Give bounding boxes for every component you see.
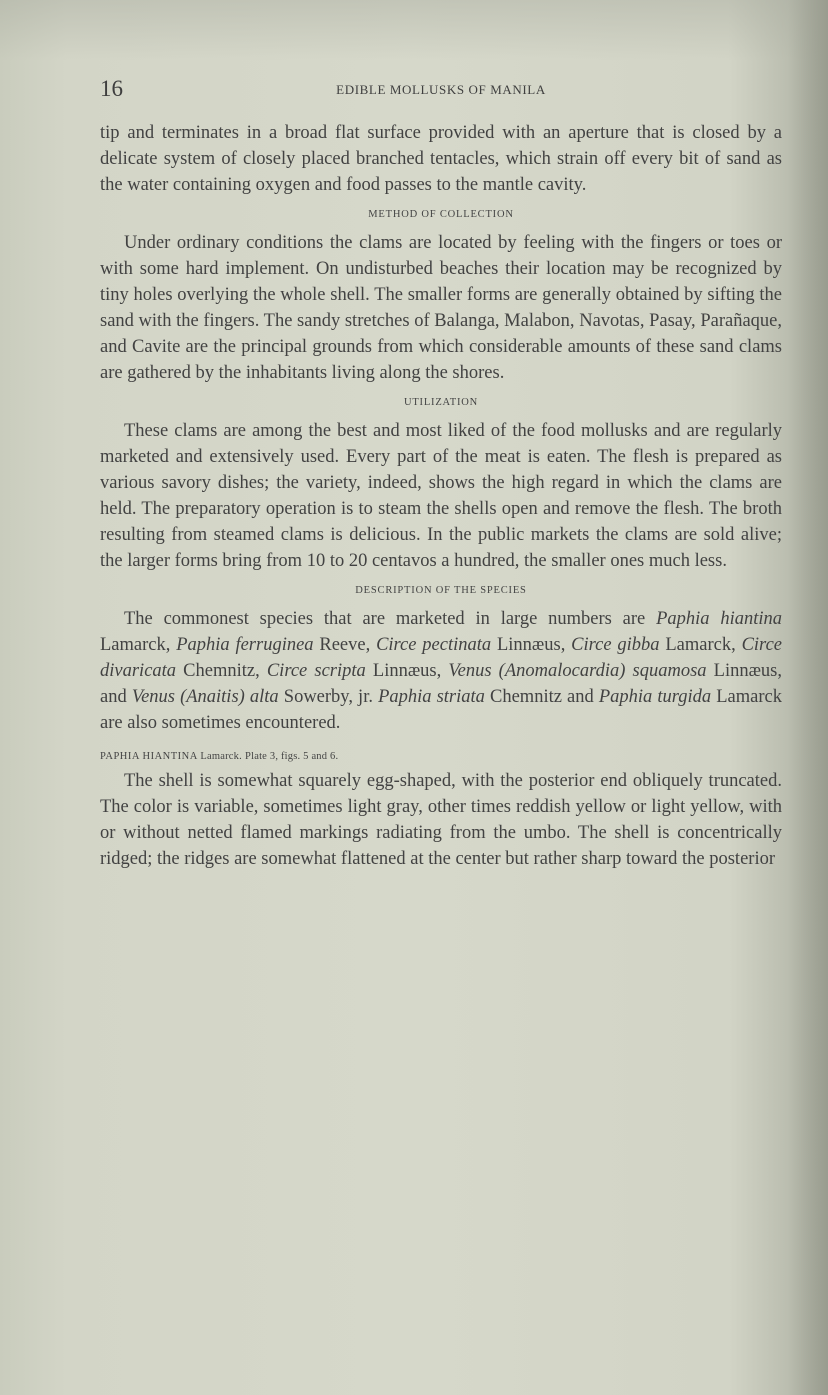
species-heading-plate: Plate 3, figs. 5 and 6. xyxy=(245,751,339,762)
utilization-paragraph: These clams are among the best and most liked of the food mollusks and are regularly marketed and extensively used. Every part of the meat is eaten. The flesh is prepared as various savory dishes; the variety, indeed, shows the high regard in which the clams are held. The preparatory operation is to steam the shells open and remove the flesh. The broth resulting from steamed clams is delicious. In the public markets the clams are sold alive; the larger forms bring from 10 to 20 centavos a hundred, the smaller ones much less. xyxy=(100,421,782,571)
page-shading-gutter xyxy=(788,0,828,1395)
species-name: Circe pectinata xyxy=(376,635,492,655)
section-heading-utilization: UTILIZATION xyxy=(403,397,479,408)
description-text: Sowerby, jr. xyxy=(278,687,379,707)
section-heading-description: DESCRIPTION OF THE SPECIES xyxy=(355,585,527,596)
description-text: Reeve, xyxy=(313,635,377,655)
description-text: Chemnitz, xyxy=(176,661,267,681)
description-text: Lamarck are also sometimes encountered. xyxy=(100,687,782,733)
species-heading-authority: Lamarck. xyxy=(200,751,242,762)
description-text: Linnæus, and xyxy=(100,661,783,707)
species-name: Paphia hiantina xyxy=(656,609,782,629)
species-name: Venus (Anaitis) alta xyxy=(131,687,279,707)
description-text: Lamarck, xyxy=(659,635,742,655)
page-header xyxy=(100,76,782,106)
intro-paragraph: tip and terminates in a broad flat surface provided with an aperture that is closed by a delicate system of closely placed branched tentacles, which strain off every bit of sand as the water containing oxygen and food passes to the mantle cavity. xyxy=(100,123,782,195)
page-body xyxy=(100,120,782,872)
running-title: EDIBLE MOLLUSKS OF MANILA xyxy=(336,82,546,97)
species-name: Circe gibba xyxy=(571,635,660,655)
page-number: 16 xyxy=(100,76,123,101)
species-name: Paphia turgida xyxy=(598,687,712,707)
species-name: Venus (Anomalocardia) squamosa xyxy=(448,661,707,681)
description-paragraph xyxy=(100,606,782,736)
description-text: The commonest species that are marketed in large numbers are xyxy=(124,609,657,629)
description-text: Linnæus, xyxy=(491,635,572,655)
species-paragraph: The shell is somewhat squarely egg-shaped, with the posterior end obliquely truncated. The color is variable, sometimes light gray, other times reddish yellow or light yellow, with or without netted flamed markings radiating from the umbo. The shell is concentrically ridged; the ridges are somewhat flattened at the center but rather sharp toward the posterior xyxy=(100,771,782,869)
page-shading-top xyxy=(0,0,828,60)
section-heading-collection: METHOD OF COLLECTION xyxy=(368,209,514,220)
collection-paragraph: Under ordinary conditions the clams are located by feeling with the fingers or toes or with some hard implement. On undisturbed beaches their location may be recognized by tiny holes overlying the whole shell. The smaller forms are generally obtained by sifting the sand with the fingers. The sandy stretches of Balanga, Malabon, Navotas, Pasay, Parañaque, and Cavite are the principal grounds from which considerable amounts of these sand clams are gathered by the inhabitants living along the shores. xyxy=(100,233,782,383)
species-heading xyxy=(100,750,782,764)
species-name: Circe scripta xyxy=(266,661,366,681)
species-name: Paphia ferruginea xyxy=(176,635,314,655)
species-heading-name: PAPHIA HIANTINA xyxy=(100,751,198,762)
description-text: Chemnitz and xyxy=(484,687,599,707)
description-text: Lamarck, xyxy=(100,635,177,655)
species-name: Circe divaricata xyxy=(100,635,782,681)
species-name: Paphia striata xyxy=(378,687,485,707)
description-text: Linnæus, xyxy=(365,661,449,681)
